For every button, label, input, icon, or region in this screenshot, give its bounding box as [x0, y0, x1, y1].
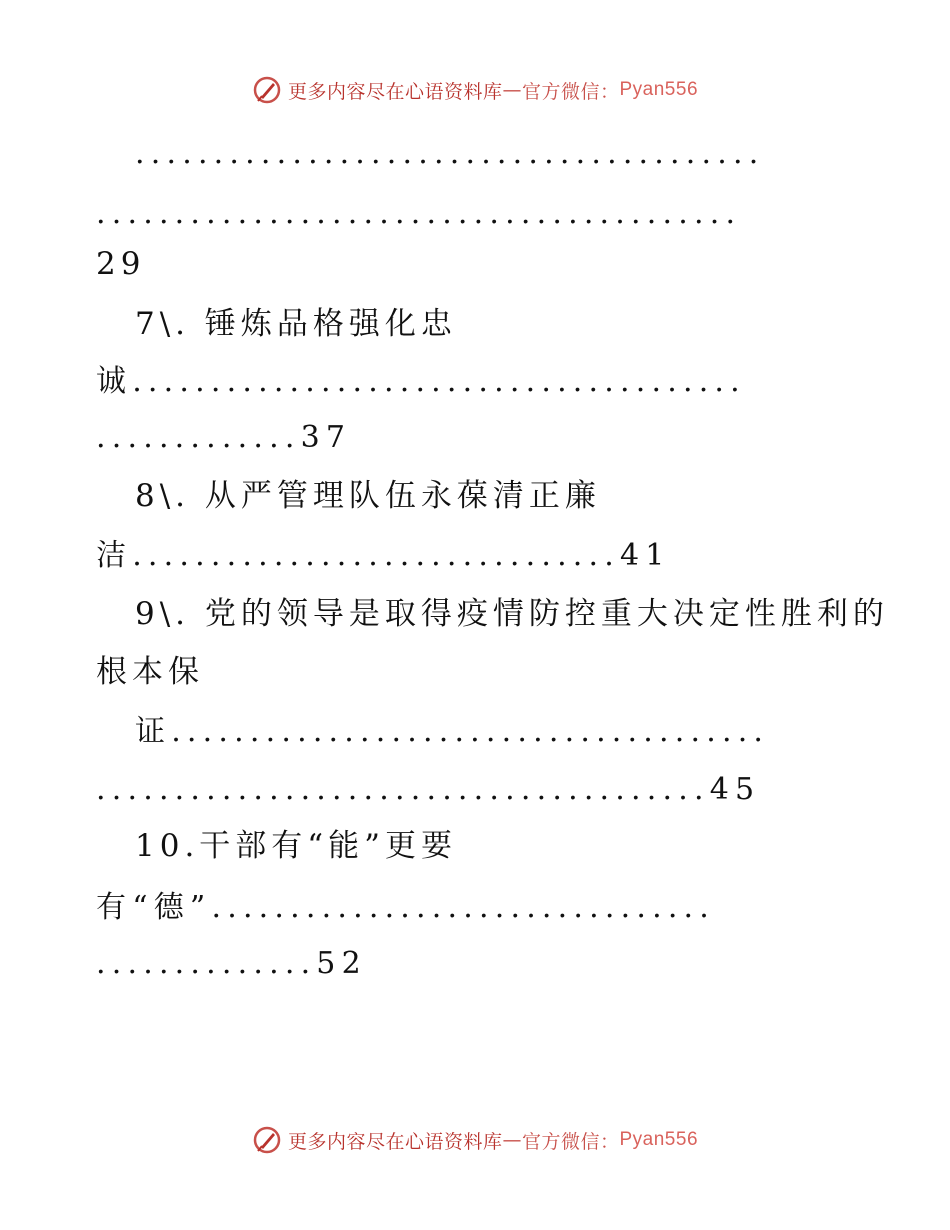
watermark-brand: 更多内容尽在心语资料库: [287, 1130, 503, 1153]
toc-entry-10-leader: 有“德”................................: [96, 890, 716, 925]
toc-entry-9-page: .......................................45: [96, 772, 761, 807]
toc-entry-10-title: 10.干部有“能”更要: [135, 828, 457, 864]
footer-watermark: [0, 1120, 950, 1160]
toc-entry-9-title-cont: 根本保: [96, 654, 204, 690]
toc-entry-7-page: .............37: [96, 420, 352, 455]
toc-entry-7-leader: 诚.......................................: [96, 364, 746, 399]
quill-pen-icon: [252, 1125, 282, 1155]
watermark-handle: Pyan556: [619, 79, 699, 100]
watermark-brand: 更多内容尽在心语资料库: [287, 80, 503, 103]
watermark-wechat-label: 官方微信：: [521, 1130, 620, 1153]
toc-entry-7-title: 7\. 锤炼品格强化忠: [135, 306, 457, 342]
toc-entry-10-page: ..............52: [96, 946, 367, 981]
watermark-dash: —: [502, 1129, 522, 1151]
toc-line-leader-1: ........................................: [135, 136, 765, 171]
watermark-dash: —: [502, 79, 522, 101]
toc-entry-9-title: 9\. 党的领导是取得疫情防控重大决定性胜利的: [135, 596, 889, 632]
toc-page-number: 29: [96, 246, 146, 282]
watermark-wechat-label: 官方微信：: [521, 80, 620, 103]
toc-entry-8-title: 8\. 从严管理队伍永葆清正廉: [135, 478, 601, 514]
toc-entry-8-leader: 洁...............................41: [96, 538, 671, 573]
toc-entry-9-leader: 证......................................: [135, 714, 770, 749]
watermark-handle: Pyan556: [619, 1129, 699, 1150]
toc-line-leader-2: .........................................: [96, 196, 742, 231]
